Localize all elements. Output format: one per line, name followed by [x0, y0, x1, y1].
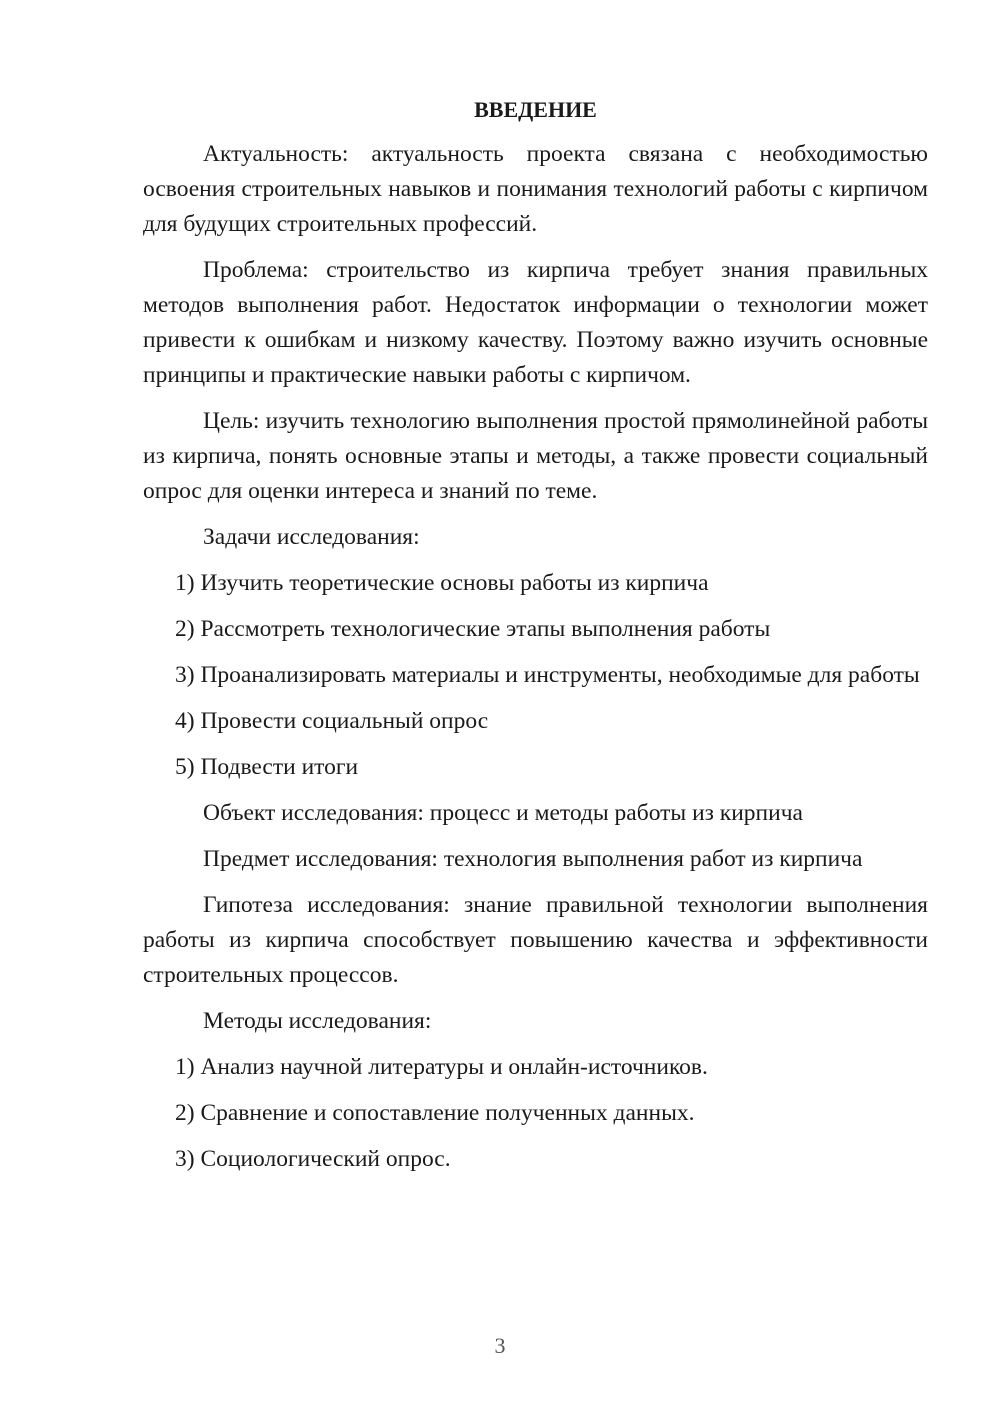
- task-item: 1) Изучить теоретические основы работы из кирпича: [175, 570, 709, 596]
- task-item: 3) Проанализировать материалы и инструменты, необходимые для работы: [175, 662, 920, 688]
- subject-paragraph: Предмет исследования: технология выполнения работ из кирпича: [203, 846, 863, 872]
- method-item: 3) Социологический опрос.: [175, 1146, 451, 1172]
- object-paragraph: Объект исследования: процесс и методы работы из кирпича: [203, 800, 803, 826]
- problem-paragraph: Проблема: строительство из кирпича требует знания правильных методов выполнения работ. Недостаток информации о технологии может привести к ошибкам и низкому качеству. Поэтому важно изучить основные принципы и практические навыки работы с кирпичом.: [143, 257, 928, 388]
- method-item: 2) Сравнение и сопоставление полученных данных.: [175, 1100, 695, 1126]
- document-page: [143, 92, 928, 1188]
- task-item: 2) Рассмотреть технологические этапы выполнения работы: [175, 616, 771, 642]
- method-item: 1) Анализ научной литературы и онлайн-источников.: [175, 1054, 708, 1080]
- task-item: 5) Подвести итоги: [175, 754, 359, 780]
- page-title: ВВЕДЕНИЕ: [474, 97, 597, 122]
- hypothesis-paragraph: Гипотеза исследования: знание правильной технологии выполнения работы из кирпича способствует повышению качества и эффективности строительных процессов.: [143, 892, 928, 988]
- task-item: 4) Провести социальный опрос: [175, 708, 489, 734]
- goal-paragraph: Цель: изучить технологию выполнения простой прямолинейной работы из кирпича, понять основные этапы и методы, а также провести социальный опрос для оценки интереса и знаний по теме.: [143, 408, 928, 504]
- methods-heading: Методы исследования:: [203, 1008, 432, 1034]
- page-number: 3: [494, 1333, 506, 1358]
- relevance-paragraph: Актуальность: актуальность проекта связана с необходимостью освоения строительных навыков и понимания технологий работы с кирпичом для будущих строительных профессий.: [143, 141, 928, 237]
- tasks-heading: Задачи исследования:: [203, 524, 420, 550]
